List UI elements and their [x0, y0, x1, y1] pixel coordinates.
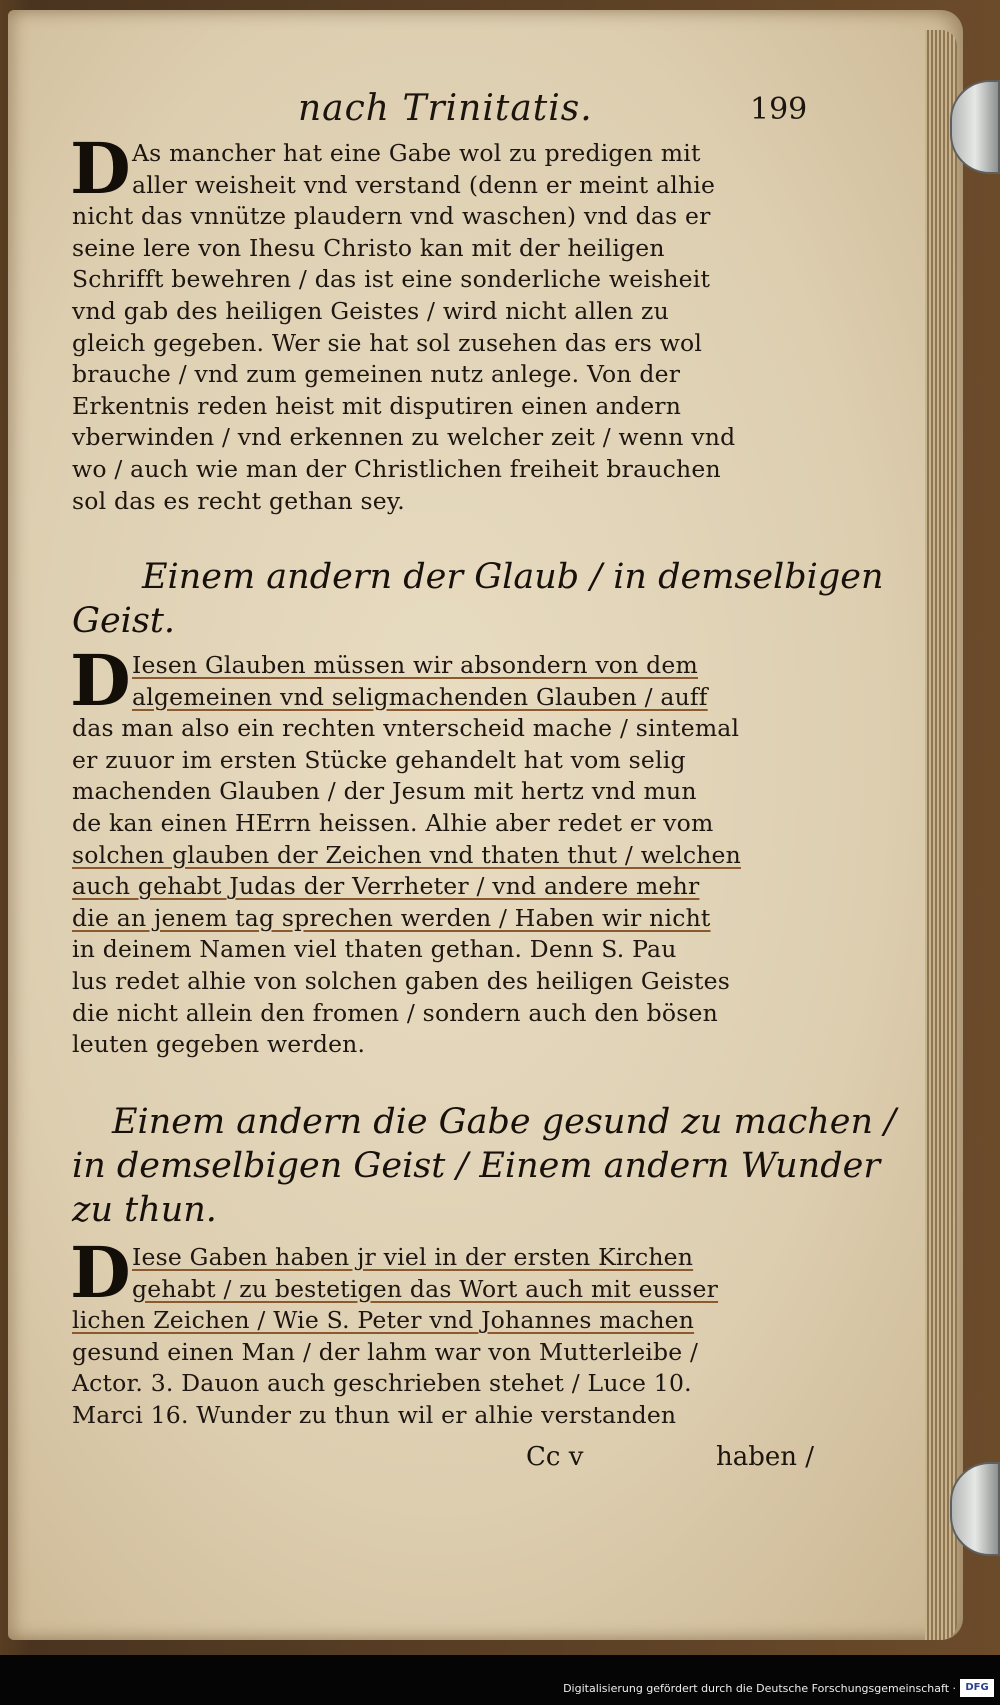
catchword: haben /: [716, 1442, 815, 1472]
text-line: gehabt / zu bestetigen das Wort auch mit eusser: [132, 1274, 719, 1303]
text-line: gesund einen Man / der lahm war von Mutterleibe /: [72, 1337, 699, 1366]
digitization-footer: [0, 1655, 1000, 1705]
book-page: [8, 10, 963, 1640]
text-line: in deinem Namen viel thaten gethan. Denn S. Pau: [72, 935, 677, 964]
funding-credit: Digitalisierung gefördert durch die Deutsche Forschungsgemeinschaft ·: [563, 1682, 956, 1695]
signature-mark: Cc v: [526, 1442, 584, 1472]
text-line: die nicht allein den fromen / sondern auch den bösen: [72, 998, 718, 1027]
text-line: Erkentnis reden heist mit disputiren einen andern: [72, 391, 682, 420]
page-header: [8, 88, 963, 138]
text-line: wo / auch wie man der Christlichen freiheit brauchen: [72, 454, 721, 483]
paragraph-2: [70, 639, 804, 1061]
text-line: As mancher hat eine Gabe wol zu predigen mit: [132, 139, 701, 167]
text-line: lus redet alhie von solchen gaben des heiligen Geistes: [72, 966, 731, 995]
heading-line: Einem andern der Glaub / in demselbigen: [142, 557, 884, 597]
text-line: das man also ein rechten vnterscheid mache / sintemal: [72, 714, 740, 743]
text-line: Marci 16. Wunder zu thun wil er alhie verstanden: [72, 1400, 677, 1429]
page-edges: [925, 30, 957, 1640]
text-line: machenden Glauben / der Jesum mit hertz vnd mun: [72, 777, 697, 806]
text-line: Iese Gaben haben jr viel in der ersten Kirchen: [132, 1243, 694, 1271]
heading-line: Einem andern die Gabe gesund zu machen /: [112, 1102, 896, 1142]
drop-initial: D: [70, 1231, 131, 1314]
text-line: seine lere von Ihesu Christo kan mit der heiligen: [72, 233, 665, 262]
text-line: vnd gab des heiligen Geistes / wird nicht allen zu: [72, 296, 669, 325]
text-line: die an jenem tag sprechen werden / Haben wir nicht: [72, 903, 711, 932]
text-line: er zuuor im ersten Stücke gehandelt hat vom selig: [72, 745, 686, 774]
text-line: de kan einen HErrn heissen. Alhie aber redet er vom: [72, 808, 714, 837]
running-head: nach Trinitatis.: [298, 88, 593, 129]
text-line: algemeinen vnd seligmachenden Glauben / auff: [132, 682, 708, 711]
drop-initial: D: [70, 127, 131, 210]
section-heading-2: [72, 1100, 896, 1232]
page-number: 199: [750, 92, 808, 127]
paragraph-3: [70, 1231, 804, 1432]
text-line: Iesen Glauben müssen wir absondern von dem: [132, 651, 698, 679]
text-line: Actor. 3. Dauon auch geschrieben stehet / Luce 10.: [72, 1369, 692, 1398]
text-line: brauche / vnd zum gemeinen nutz anlege. Von der: [72, 360, 681, 389]
text-line: gleich gegeben. Wer sie hat sol zusehen das ers wol: [72, 328, 703, 357]
drop-initial: D: [70, 639, 131, 722]
heading-line: Geist.: [72, 601, 176, 641]
dfg-logo: DFG: [960, 1679, 994, 1697]
text-line: solchen glauben der Zeichen vnd thaten thut / welchen: [72, 840, 741, 869]
text-line: leuten gegeben werden.: [72, 1030, 366, 1059]
paragraph-1: [70, 127, 804, 517]
text-line: vberwinden / vnd erkennen zu welcher zeit / wenn vnd: [72, 423, 736, 452]
heading-line: in demselbigen Geist / Einem andern Wunder: [72, 1146, 881, 1186]
text-line: auch gehabt Judas der Verrheter / vnd andere mehr: [72, 872, 700, 901]
heading-line: zu thun.: [72, 1190, 217, 1230]
text-line: aller weisheit vnd verstand (denn er meint alhie: [132, 170, 716, 199]
text-line: Schrifft bewehren / das ist eine sonderliche weisheit: [72, 265, 711, 294]
section-heading-1: [72, 555, 884, 643]
text-line: lichen Zeichen / Wie S. Peter vnd Johannes machen: [72, 1306, 695, 1335]
text-line: sol das es recht gethan sey.: [72, 486, 405, 515]
text-line: nicht das vnnütze plaudern vnd waschen) vnd das er: [72, 202, 711, 231]
catchline: [8, 1442, 963, 1478]
